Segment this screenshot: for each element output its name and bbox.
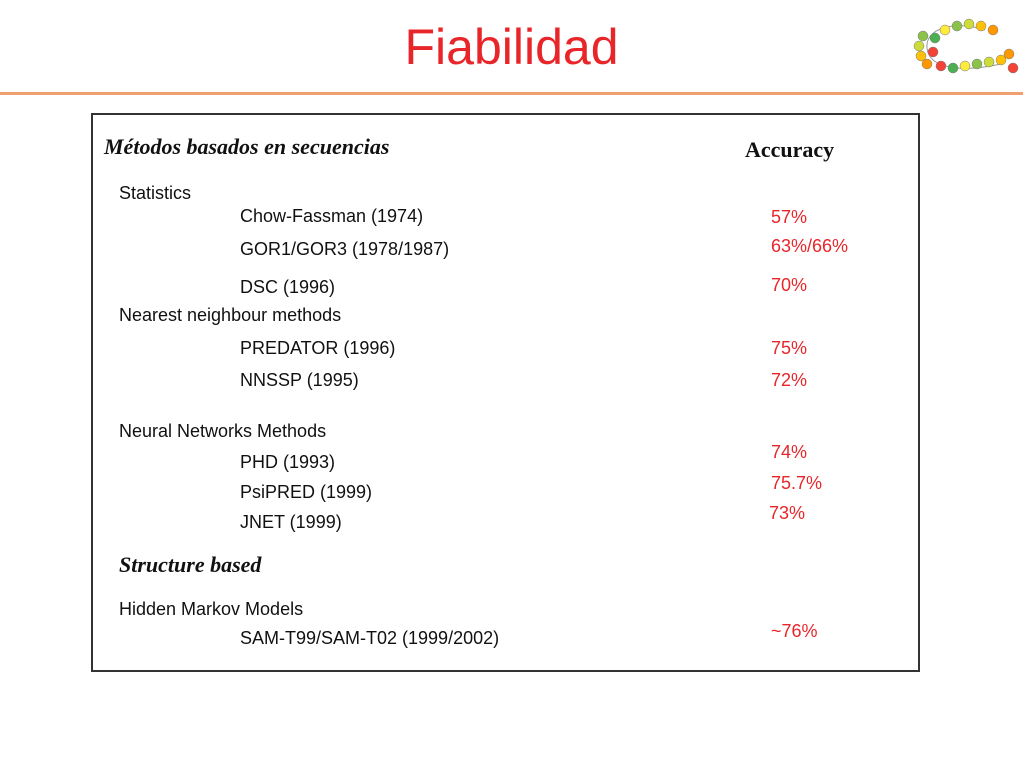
accuracy-column-header: Accuracy [745,137,835,162]
method-dsc: DSC (1996) [240,277,336,297]
accuracy-nnssp: 72% [771,370,808,390]
method-sam-t99: SAM-T99/SAM-T02 (1999/2002) [240,628,500,648]
accuracy-chow-fassman: 57% [771,207,808,227]
logo-bead [1004,49,1014,59]
methods-table-frame [91,113,920,672]
category-nearest-neighbour: Nearest neighbour methods [119,305,342,325]
logo-bead [984,57,994,67]
logo-bead [964,19,974,29]
logo-bead [976,21,986,31]
accuracy-psipred: 75.7% [771,473,823,493]
accuracy-predator: 75% [771,338,808,358]
accuracy-sam-t99: ~76% [771,621,818,641]
logo-bead [972,59,982,69]
logo-bead [1008,63,1018,73]
method-jnet: JNET (1999) [240,512,342,532]
category-hidden-markov: Hidden Markov Models [119,599,304,619]
section-heading-sequence-methods: Métodos basados en secuencias [104,134,390,159]
method-chow-fassman: Chow-Fassman (1974) [240,206,424,226]
logo-bead [948,63,958,73]
slide-title: Fiabilidad [404,19,619,75]
logo-bead [952,21,962,31]
logo-bead [928,47,938,57]
logo-bead [940,25,950,35]
section-heading-structure-based: Structure based [119,552,262,577]
logo-bead [988,25,998,35]
accuracy-jnet: 73% [769,503,806,523]
category-statistics: Statistics [119,183,192,203]
logo-bead [960,61,970,71]
category-neural-networks: Neural Networks Methods [119,421,327,441]
logo-bead [918,31,928,41]
accuracy-dsc: 70% [771,275,808,295]
method-nnssp: NNSSP (1995) [240,370,359,390]
accuracy-phd: 74% [771,442,808,462]
logo-bead [930,33,940,43]
logo-bead [914,41,924,51]
logo-bead [936,61,946,71]
method-psipred: PsiPRED (1999) [240,482,373,502]
method-gor: GOR1/GOR3 (1978/1987) [240,239,450,259]
accuracy-gor: 63%/66% [771,236,849,256]
method-predator: PREDATOR (1996) [240,338,396,358]
method-phd: PHD (1993) [240,452,336,472]
logo-bead [922,59,932,69]
beaded-protein-chain-icon [905,14,1023,78]
title-divider [0,92,1023,95]
